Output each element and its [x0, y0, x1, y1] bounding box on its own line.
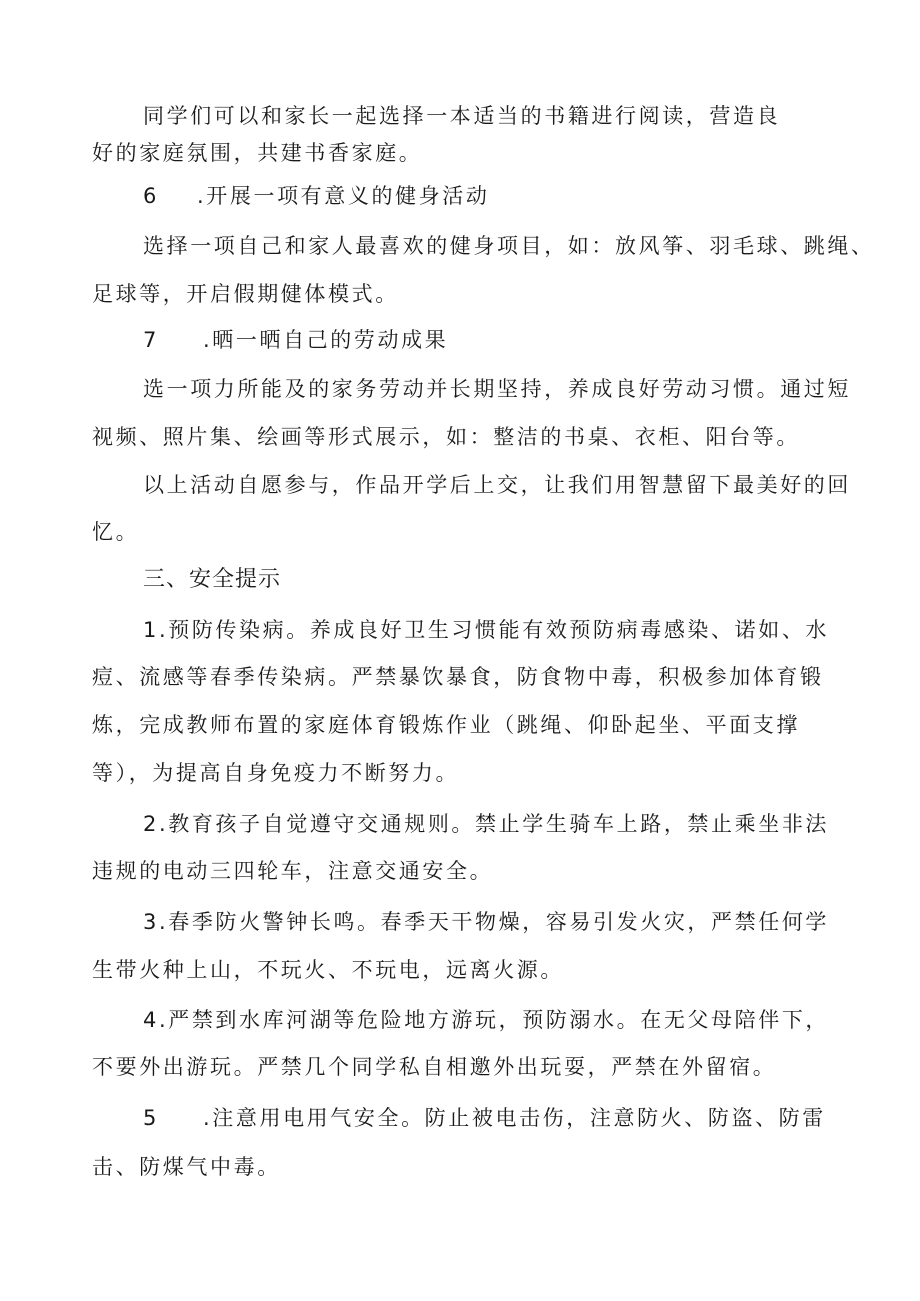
item-7-line-1: 选一项力所能及的家务劳动并长期坚持，养成良好劳动习惯。通过短 [143, 377, 851, 401]
item-6-title: .开展一项有意义的健身活动 [197, 184, 490, 208]
tip-3-line-2: 生带火种上山，不玩火、不玩电，远离火源。 [92, 958, 564, 982]
paragraph-reading-line-2: 好的家庭氛围，共建书香家庭。 [92, 141, 423, 165]
tip-3-line-1: 3.春季防火警钟长鸣。春季天干物燥，容易引发火灾，严禁任何学 [143, 910, 830, 934]
tip-5-number: 5 [143, 1106, 157, 1130]
item-6-title-line [143, 183, 489, 209]
tip-4-line-1: 4.严禁到水库河湖等危险地方游玩，预防溺水。在无父母陪伴下， [143, 1008, 830, 1032]
closing-line-1: 以上活动自愿参与，作品开学后上交，让我们用智慧留下最美好的回 [143, 473, 851, 497]
tip-1-line-3: 炼，完成教师布置的家庭体育锻炼作业（跳绳、仰卧起坐、平面支撑 [92, 713, 800, 737]
tip-4-line-2: 不要外出游玩。严禁几个同学私自相邀外出玩耍，严禁在外留宿。 [92, 1055, 777, 1079]
tip-5-line-1-text: .注意用电用气安全。防止被电击伤，注意防火、防盗、防雷 [203, 1106, 826, 1130]
item-6-line-1: 选择一项自己和家人最喜欢的健身项目，如：放风筝、羽毛球、跳绳、 [143, 234, 875, 258]
closing-line-2: 忆。 [92, 520, 140, 544]
section-3-heading: 三、安全提示 [143, 567, 282, 592]
tip-2-line-2: 违规的电动三四轮车，注意交通安全。 [92, 859, 494, 883]
tip-1-line-4: 等），为提高自身免疫力不断努力。 [92, 761, 460, 785]
paragraph-reading-line-1: 同学们可以和家长一起选择一本适当的书籍进行阅读，营造良 [143, 104, 781, 128]
tip-1-line-2: 痘、流感等春季传染病。严禁暴饮暴食，防食物中毒，积极参加体育锻 [92, 665, 824, 689]
item-7-line-2: 视频、照片集、绘画等形式展示，如：整洁的书桌、衣柜、阳台等。 [92, 425, 800, 449]
tip-2-line-1: 2.教育孩子自觉遵守交通规则。禁止学生骑车上路，禁止乘坐非法 [143, 812, 830, 836]
tip-5-line-2: 击、防煤气中毒。 [92, 1155, 281, 1179]
item-7-title-line [143, 327, 448, 353]
tip-5-line-1 [143, 1105, 826, 1131]
item-7-title: .晒一晒自己的劳动成果 [203, 328, 449, 352]
item-6-line-2: 足球等，开启假期健体模式。 [92, 282, 399, 306]
item-7-number: 7 [143, 328, 157, 352]
item-6-number: 6 [143, 184, 157, 208]
tip-1-line-1: 1.预防传染病。养成良好卫生习惯能有效预防病毒感染、诺如、水 [143, 618, 830, 642]
